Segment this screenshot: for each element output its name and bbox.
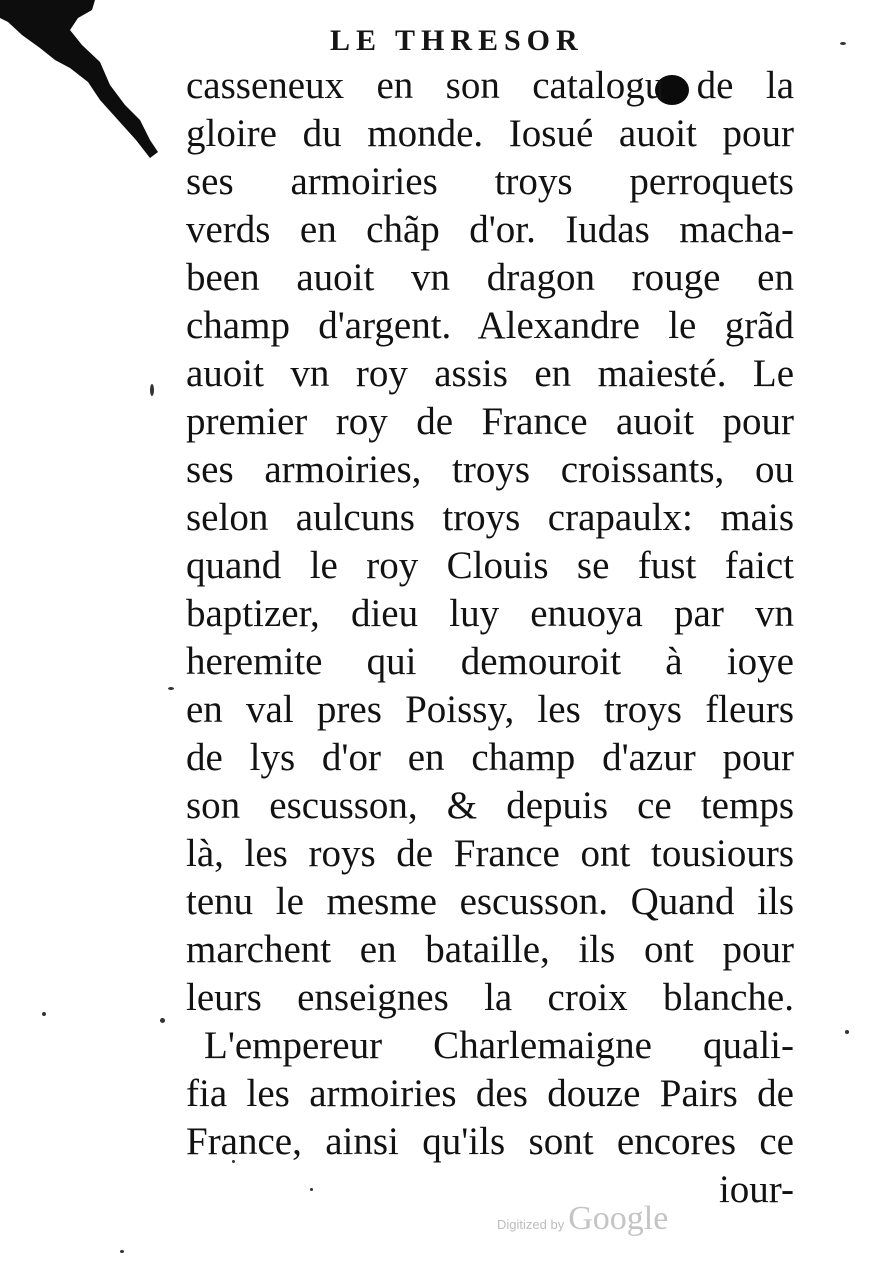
running-head: LE THRESOR bbox=[330, 24, 584, 57]
speck bbox=[845, 1030, 849, 1034]
body-text bbox=[186, 62, 794, 1214]
text-line: France, ainsi qu'ils sont encores ce bbox=[186, 1120, 794, 1163]
text-line: son escusson, & depuis ce temps bbox=[186, 784, 794, 827]
digitization-watermark bbox=[497, 1200, 668, 1238]
text-line: ses armoiries, troys croissants, ou bbox=[186, 448, 794, 491]
text-line: ses armoiries troys perroquets bbox=[186, 160, 794, 203]
text-line: là, les roys de France ont tousiours bbox=[186, 832, 794, 875]
text-line: casseneux en son catalogu de la bbox=[186, 64, 794, 107]
google-logo: Google bbox=[568, 1200, 669, 1237]
speck bbox=[160, 1018, 165, 1023]
catchword: iour- bbox=[718, 1168, 794, 1211]
speck bbox=[120, 1250, 124, 1253]
text-line: champ d'argent. Alexandre le grãd bbox=[186, 304, 794, 347]
text-line: verds en chãp d'or. Iudas macha- bbox=[186, 208, 794, 251]
text-line: marchent en bataille, ils ont pour bbox=[186, 928, 794, 971]
text-line: selon aulcuns troys crapaulx: mais bbox=[186, 496, 794, 539]
ink-stain-mark bbox=[0, 0, 170, 170]
text-line: been auoit vn dragon rouge en bbox=[186, 256, 794, 299]
watermark-prefix: Digitized by bbox=[497, 1217, 565, 1232]
speck bbox=[840, 42, 846, 45]
text-line: de lys d'or en champ d'azur pour bbox=[186, 736, 794, 779]
text-line: auoit vn roy assis en maiesté. Le bbox=[186, 352, 794, 395]
text-line: leurs enseignes la croix blanche. bbox=[186, 976, 794, 1019]
text-line: heremite qui demouroit à ioye bbox=[186, 640, 794, 683]
text-line: premier roy de France auoit pour bbox=[186, 400, 794, 443]
text-line: L'empereur Charlemaigne quali- bbox=[204, 1024, 794, 1067]
text-line: gloire du monde. Iosué auoit pour bbox=[186, 112, 794, 155]
speck bbox=[168, 687, 174, 690]
text-line: quand le roy Clouis se fust faict bbox=[186, 544, 794, 587]
speck bbox=[150, 384, 154, 396]
text-line: en val pres Poissy, les troys fleurs bbox=[186, 688, 794, 731]
speck bbox=[42, 1012, 46, 1016]
text-line: baptizer, dieu luy enuoya par vn bbox=[186, 592, 794, 635]
text-line: fia les armoiries des douze Pairs de bbox=[186, 1072, 794, 1115]
text-line: tenu le mesme escusson. Quand ils bbox=[186, 880, 794, 923]
